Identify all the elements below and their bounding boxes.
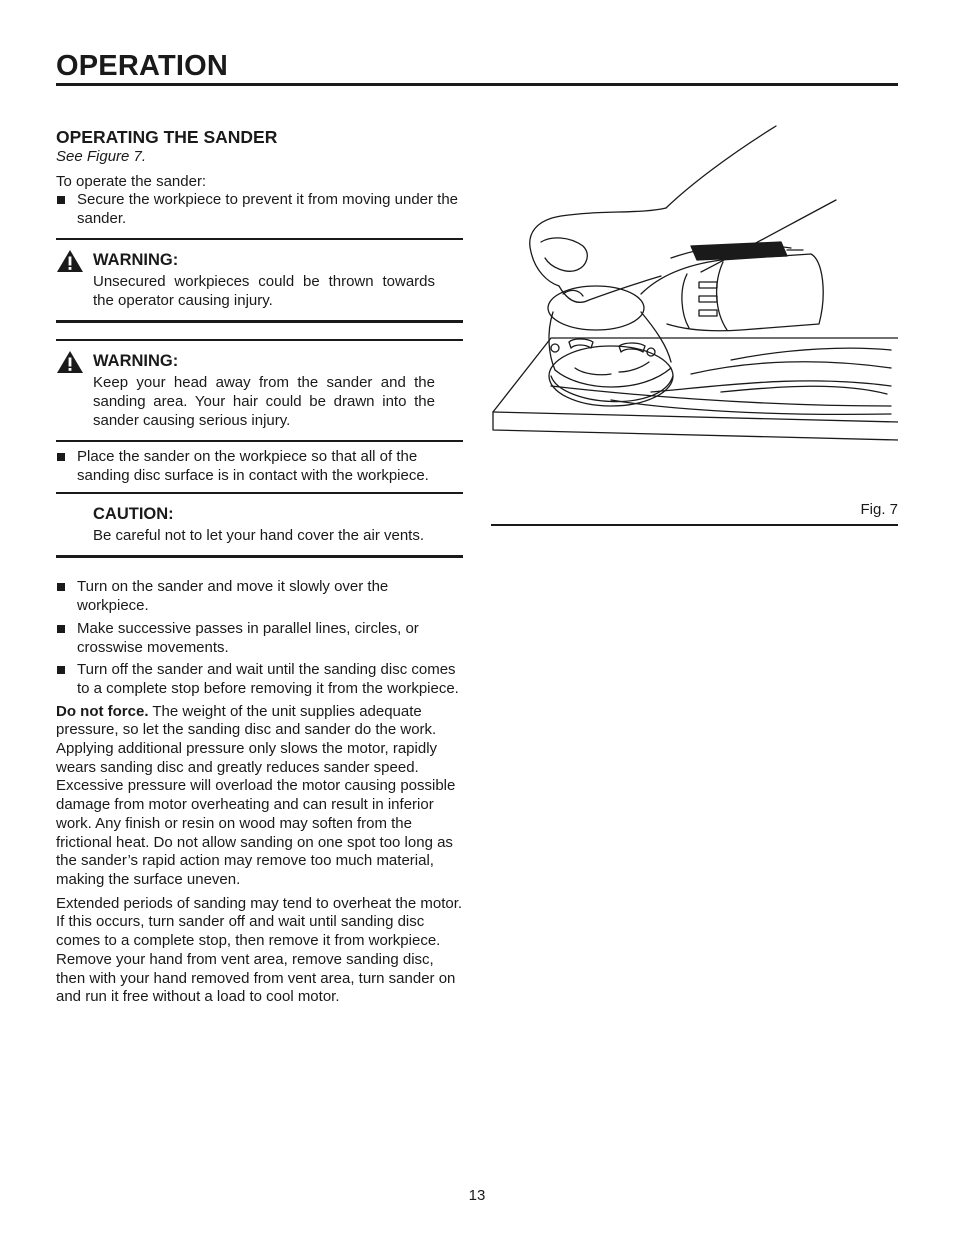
list-item: Place the sander on the workpiece so that all of the sanding disc surface is in contact with the workpiece. (56, 448, 463, 485)
bullet-list-1 (56, 191, 463, 228)
divider (56, 320, 463, 323)
divider (56, 440, 463, 442)
divider (56, 555, 463, 558)
list-item: Turn on the sander and move it slowly over the workpiece. (56, 578, 463, 615)
warning-heading: WARNING: (93, 250, 179, 269)
bullet-list-2 (56, 448, 463, 485)
page-number: 13 (468, 1187, 486, 1204)
warning-box-1 (56, 240, 463, 320)
warning-triangle-icon (56, 350, 84, 374)
intro-text: To operate the sander: (56, 172, 207, 190)
page-title: OPERATION (56, 50, 229, 82)
left-column (56, 126, 463, 1012)
warning-body: Keep your head away from the sander and the sanding area. Your hair could be drawn into the sander causing serious injury. (93, 374, 435, 429)
title-rule (56, 83, 898, 86)
warning-body: Unsecured workpieces could be thrown towards the operator causing injury. (93, 272, 435, 309)
caution-box (56, 494, 463, 556)
figure-rule (491, 524, 898, 526)
figure-caption: Fig. 7 (860, 501, 898, 518)
warning-box-2 (56, 341, 463, 440)
see-figure-reference: See Figure 7. (56, 148, 147, 165)
warning-heading: WARNING: (93, 352, 179, 371)
paragraph-do-not-force (56, 703, 463, 890)
caution-body: Be careful not to let your hand cover the air vents. (93, 526, 425, 544)
paragraph-lead: Do not force. (56, 702, 149, 720)
list-item: Make successive passes in parallel lines, circles, or crosswise movements. (56, 620, 463, 657)
section-heading: OPERATING THE SANDER (56, 127, 278, 147)
list-item: Turn off the sander and wait until the sanding disc comes to a complete stop before removing it from the workpiece. (56, 661, 463, 698)
list-item: Secure the workpiece to prevent it from moving under the sander. (56, 191, 463, 228)
sander-illustration (491, 124, 898, 464)
bullet-list-3 (56, 578, 463, 698)
figure-7 (491, 124, 898, 524)
paragraph-text: The weight of the unit supplies adequate pressure, so let the sanding disc and sander do the work. Applying additional pressure only slows the motor, rapidly wears sanding disc and greatly reduces sander speed. Excessive pressure will overload the motor causing possible damage from motor overheating and can result in inferior work. Any finish or resin on wood may soften from the frictional heat. Do not allow sanding on one spot too long as the sander’s rapid action may remove too much material, making the surface uneven. (56, 702, 456, 888)
paragraph-extended-sanding: Extended periods of sanding may tend to overheat the motor. If this occurs, turn sander off and wait until sanding disc comes to a complete stop, then remove it from workpiece. Remove your hand from vent area, remove sanding disc, then with your hand removed from vent area, turn sander on and run it free without a load to cool motor. (56, 894, 463, 1006)
warning-triangle-icon (56, 249, 84, 273)
caution-heading: CAUTION: (93, 504, 174, 523)
